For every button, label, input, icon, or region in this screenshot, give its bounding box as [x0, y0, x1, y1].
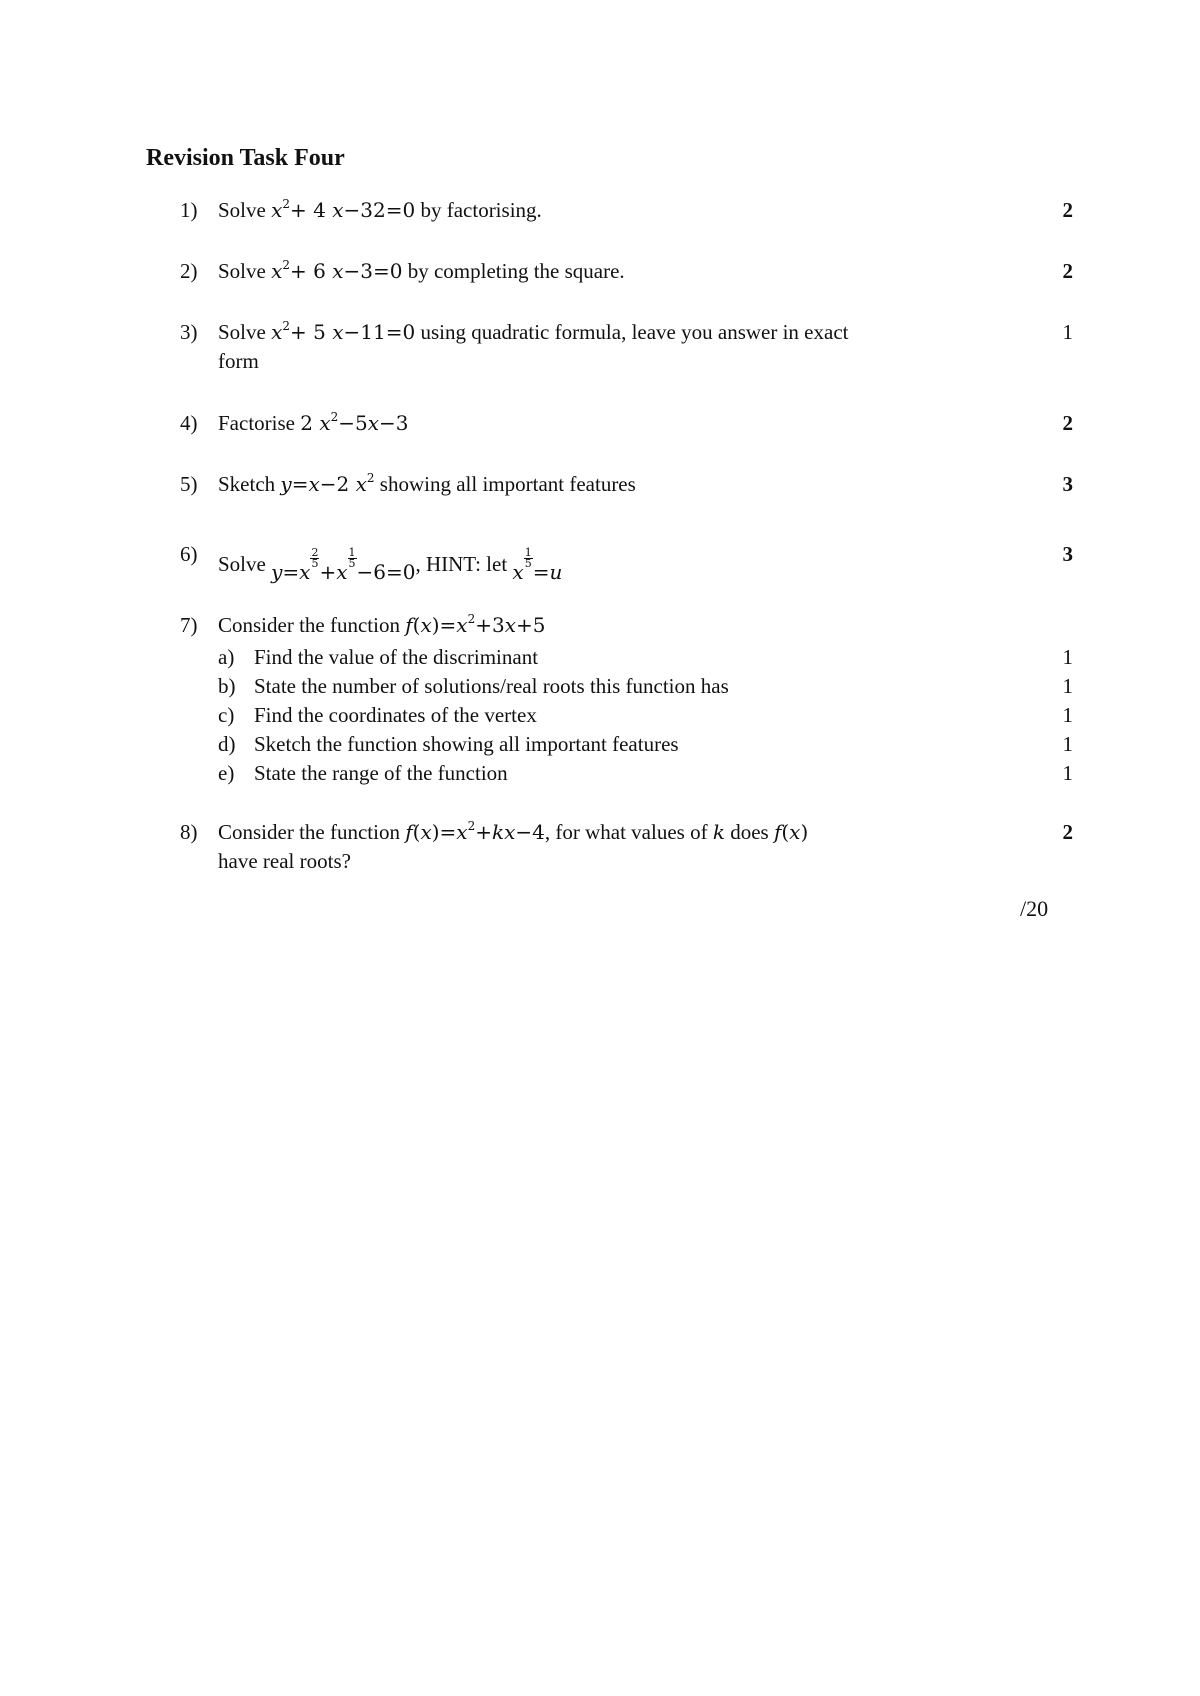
- sub-question-marks: 1: [1062, 645, 1073, 669]
- question-number: 1): [180, 198, 198, 222]
- question-marks: 3: [1062, 542, 1073, 566]
- substitution: x $\frac{1}{5}$ =u: [512, 546, 563, 584]
- question-text: Consider the function $f(x)=x^2+kx-4$, for what values of k does f(x) have real roots?: [218, 819, 809, 873]
- parameter-k: k: [712, 820, 725, 844]
- question-marks: 1: [1062, 320, 1073, 344]
- sub-question-marks: 1: [1062, 703, 1073, 727]
- question-marks: 2: [1062, 820, 1073, 844]
- sub-question-marks: 1: [1062, 761, 1073, 785]
- question-text: Solve $x^2+ 5$ x−11=0 using quadratic formula, leave you answer in exact form: [218, 319, 849, 373]
- question-marks: 2: [1062, 411, 1073, 435]
- equation: y=x−2 $x^2$: [280, 471, 375, 496]
- question-number: 7): [180, 613, 198, 637]
- question-number: 3): [180, 320, 198, 344]
- question-text: Solve $x^2+ 6$ x−3=0 by completing the square.: [218, 258, 625, 283]
- question-text: Solve y=x $\frac{2}{5}$ +x $\frac{1}{5}$ −6=0, HINT: let x $\frac{1}{5}$ =u: [218, 546, 563, 584]
- equation: $x^2+ 4$ x−32=0: [271, 197, 416, 222]
- question-marks: 3: [1062, 472, 1073, 496]
- question-text: Sketch y=x−2 $x^2$ showing all important features: [218, 471, 636, 496]
- function-definition: $f(x)=x^2+kx-4$: [405, 819, 545, 844]
- question-text: Consider the function $f(x)=x^2+3x+5$: [218, 612, 546, 637]
- question-number: 2): [180, 259, 198, 283]
- worksheet-page: Revision Task Four 1) Solve $x^2+ 4$ x−32=0 by factorising. 2 2) Solve $x^2+ 6$ x−3=0 by completing the square. 2 3) Solve $x^2+ 5$ x−11=0 using quadratic formula, leave you answer in exact form 1 4) Factorise 2 $x^2-5x-3$ 2 5) Sketch y=x−2 $x^2$ showing all important features 3 6) Solve y=x $\frac{2}{5}$ +x $\frac{1}{5}$ −6=0, HINT: let x $\frac{1}{5}$ =u 3 7) Consider the function $f(x)=x^2+3x+5$ a) Find the value of the discriminant 1 b) State the number of solutions/real roots this function has 1 c) Find the coordinates of the vertex 1 d) Sketch the function showing all important features 1 e) State the range of the function 1 8) Consider the function $f(x)=x^2+kx-4$, for what values of k does f(x) have real roots? 2 /20: [146, 145, 1073, 921]
- question-text: Solve $x^2+ 4$ x−32=0 by factorising.: [218, 197, 542, 222]
- total-marks: /20: [1020, 896, 1049, 921]
- equation: $x^2+ 5$ x−11=0: [271, 319, 416, 344]
- question-marks: 2: [1062, 259, 1073, 283]
- question-number: 5): [180, 472, 198, 496]
- expression: 2 $x^2-5x-3$: [300, 410, 409, 435]
- function-name: f(x): [773, 820, 809, 844]
- page-title: Revision Task Four: [146, 145, 345, 171]
- equation: $x^2+ 6$ x−3=0: [271, 258, 403, 283]
- question-number: 8): [180, 820, 198, 844]
- question-text: Factorise 2 $x^2-5x-3$: [218, 410, 409, 435]
- equation: y=x $\frac{2}{5}$ +x $\frac{1}{5}$ −6=0: [271, 546, 416, 584]
- sub-question-marks: 1: [1062, 674, 1073, 698]
- question-number: 4): [180, 411, 198, 435]
- question-number: 6): [180, 542, 198, 566]
- question-marks: 2: [1062, 198, 1073, 222]
- function-definition: $f(x)=x^2+3x+5$: [405, 612, 546, 637]
- sub-question-marks: 1: [1062, 732, 1073, 756]
